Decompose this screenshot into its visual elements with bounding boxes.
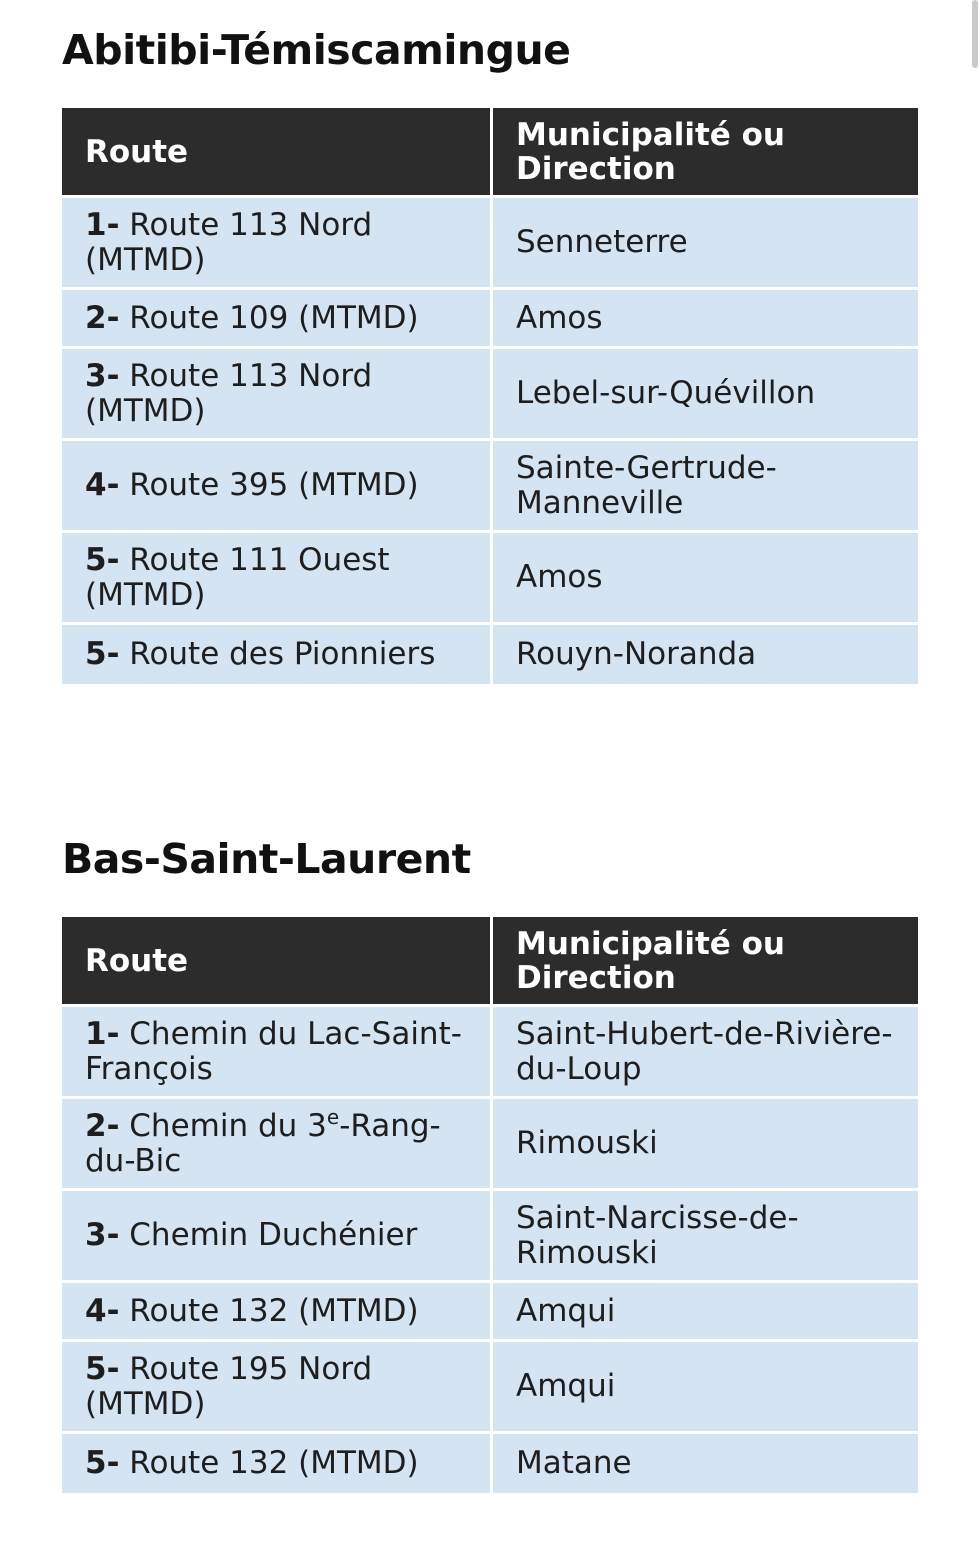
route-name-end: -Rang-du-Bic	[85, 1107, 441, 1179]
route-cell	[62, 1191, 490, 1283]
route-number: 3-	[85, 357, 120, 394]
route-name-start: Chemin du 3	[119, 1107, 327, 1144]
column-header-route: Route	[62, 108, 490, 198]
scrollbar[interactable]	[972, 0, 978, 68]
table-row	[62, 1191, 918, 1283]
route-name: Route 132 (MTMD)	[119, 1292, 419, 1329]
route-name: Route 109 (MTMD)	[119, 299, 419, 336]
municipality-cell: Amqui	[490, 1342, 918, 1434]
route-cell	[62, 1283, 490, 1342]
section-title-bas-saint-laurent: Bas-Saint-Laurent	[62, 835, 471, 883]
route-number: 5-	[85, 1445, 120, 1481]
municipality-cell: Sainte-Gertrude-Manneville	[490, 441, 918, 533]
table-row	[62, 1099, 918, 1191]
route-cell	[62, 1434, 490, 1493]
table-row	[62, 1283, 918, 1342]
route-cell	[62, 198, 490, 290]
municipality-cell: Amos	[490, 290, 918, 349]
municipality-cell: Lebel-sur-Quévillon	[490, 349, 918, 441]
column-header-municipality: Municipalité ou Direction	[490, 108, 918, 198]
municipality-cell: Saint-Narcisse-de-Rimouski	[490, 1191, 918, 1283]
route-number: 2-	[85, 299, 120, 336]
route-number: 4-	[85, 467, 120, 503]
table-row	[62, 441, 918, 533]
municipality-cell: Amqui	[490, 1283, 918, 1342]
municipality-cell: Saint-Hubert-de-Rivière-du-Loup	[490, 1007, 918, 1099]
table-header-row	[62, 917, 918, 1007]
route-number: 3-	[85, 1217, 120, 1253]
table-row	[62, 625, 918, 684]
table-row	[62, 290, 918, 349]
routes-table-abitibi	[62, 108, 918, 684]
route-number: 5-	[85, 1350, 120, 1387]
route-number: 2-	[85, 1107, 120, 1144]
route-cell	[62, 533, 490, 625]
column-header-municipality: Municipalité ou Direction	[490, 917, 918, 1007]
route-cell	[62, 1342, 490, 1434]
route-number: 1-	[85, 1015, 120, 1052]
route-name: Chemin Duchénier	[119, 1217, 418, 1253]
municipality-cell: Rouyn-Noranda	[490, 625, 918, 684]
ordinal-superscript: e	[326, 1104, 340, 1129]
route-name: Route 132 (MTMD)	[119, 1445, 419, 1481]
route-cell	[62, 441, 490, 533]
route-name: Route des Pionniers	[119, 636, 436, 672]
municipality-cell: Senneterre	[490, 198, 918, 290]
table-row	[62, 349, 918, 441]
route-cell	[62, 625, 490, 684]
route-cell	[62, 1007, 490, 1099]
table-row	[62, 1342, 918, 1434]
route-number: 1-	[85, 206, 120, 243]
route-name: Route 113 Nord (MTMD)	[85, 206, 373, 278]
route-number: 5-	[85, 636, 120, 672]
municipality-cell: Matane	[490, 1434, 918, 1493]
column-header-route: Route	[62, 917, 490, 1007]
route-name: Route 113 Nord (MTMD)	[85, 357, 373, 429]
table-row	[62, 1434, 918, 1493]
table-row	[62, 198, 918, 290]
route-cell	[62, 290, 490, 349]
route-number: 4-	[85, 1292, 120, 1329]
route-name: Route 195 Nord (MTMD)	[85, 1350, 373, 1422]
municipality-cell: Rimouski	[490, 1099, 918, 1191]
section-title-abitibi: Abitibi-Témiscamingue	[62, 26, 571, 74]
table-header-row	[62, 108, 918, 198]
route-cell	[62, 1099, 490, 1191]
route-name: Route 395 (MTMD)	[119, 467, 419, 503]
table-row	[62, 533, 918, 625]
municipality-cell: Amos	[490, 533, 918, 625]
table-row	[62, 1007, 918, 1099]
routes-table-bas-saint-laurent	[62, 917, 918, 1493]
route-name: Route 111 Ouest (MTMD)	[85, 541, 390, 613]
route-number: 5-	[85, 541, 120, 578]
route-name: Chemin du Lac-Saint-François	[85, 1015, 462, 1087]
route-cell	[62, 349, 490, 441]
